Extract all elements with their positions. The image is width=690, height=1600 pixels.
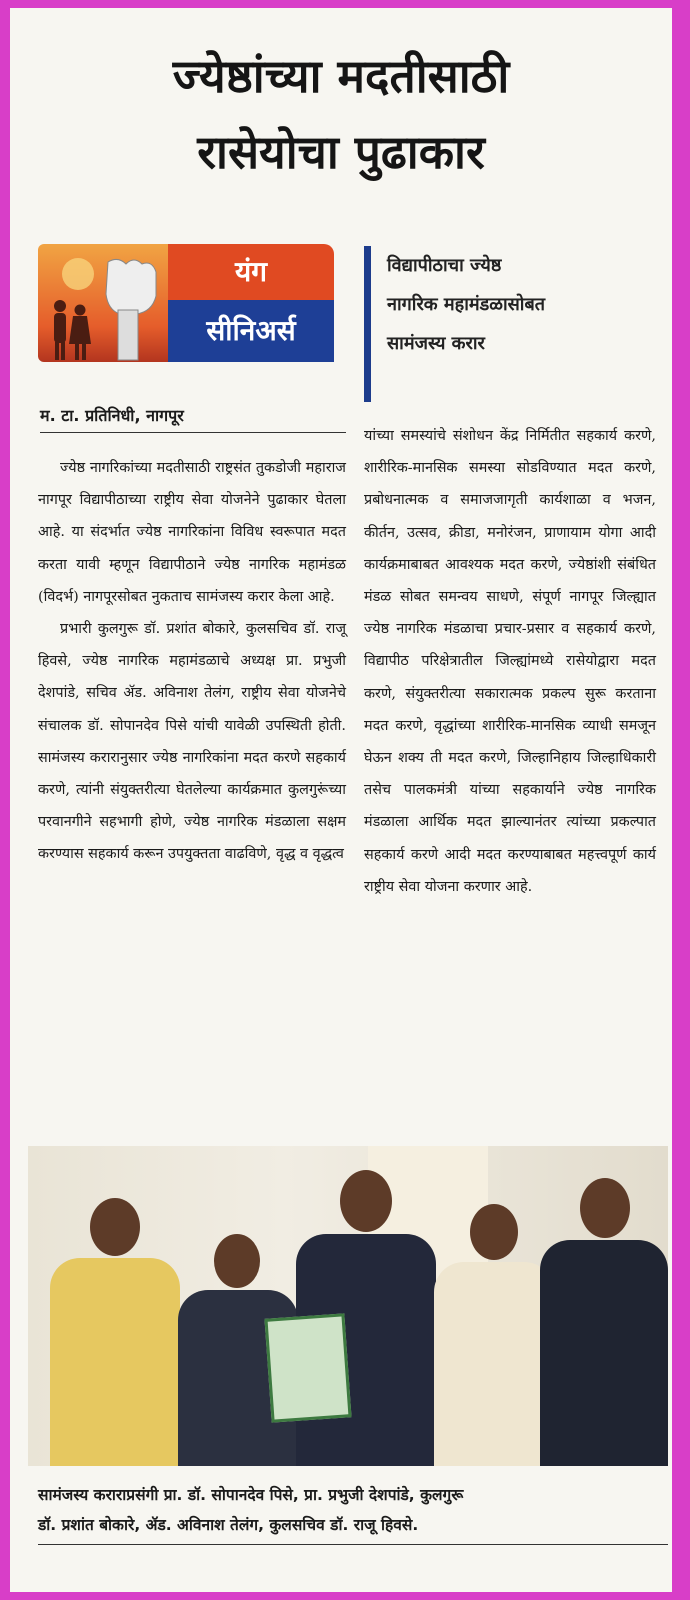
column-logo bbox=[38, 244, 328, 362]
event-photo bbox=[28, 1146, 668, 1466]
newspaper-clipping bbox=[10, 8, 672, 1592]
photo-caption bbox=[38, 1480, 668, 1545]
elderly-couple-icon bbox=[38, 244, 168, 362]
subhead-line-1: विद्यापीठाचा ज्येष्ठ bbox=[387, 255, 502, 276]
mou-certificate bbox=[264, 1313, 351, 1422]
person-figure bbox=[434, 1204, 554, 1466]
caption-line-1: सामंजस्य कराराप्रसंगी प्रा. डॉ. सोपानदेव पिसे, प्रा. प्रभुजी देशपांडे, कुलगुरू bbox=[38, 1486, 464, 1504]
person-figure bbox=[540, 1178, 668, 1466]
subhead-line-2: नागरिक महामंडळासोबत bbox=[387, 294, 545, 315]
logo-tag-young: यंग bbox=[168, 244, 334, 300]
caption-line-2: डॉ. प्रशांत बोकारे, ॲड. अविनाश तेलंग, कुलसचिव डॉ. राजू हिवसे. bbox=[38, 1516, 419, 1534]
logo-tag-seniors: सीनिअर्स bbox=[168, 300, 334, 362]
logo-illustration bbox=[38, 244, 168, 362]
headline-line-1: ज्येष्ठांच्या मदतीसाठी bbox=[172, 49, 510, 103]
article-paragraph: ज्येष्ठ नागरिकांच्या मदतीसाठी राष्ट्रसंत तुकडोजी महाराज नागपूर विद्यापीठाच्या राष्ट्रीय सेवा योजनेने पुढाकार घेतला आहे. या संदर्भात ज्येष्ठ नागरिकांना विविध स्वरूपात मदत करता यावी म्हणून विद्यापीठाने ज्येष्ठ नागरिक महामंडळ (विदर्भ) नागपूरसोबत नुकताच सामंजस्य करार केला आहे. bbox=[38, 460, 346, 605]
byline: म. टा. प्रतिनिधी, नागपूर bbox=[40, 404, 346, 433]
article-column-left bbox=[38, 452, 346, 871]
subhead-line-3: सामंजस्य करार bbox=[387, 333, 485, 354]
headline-line-2: रासेयोचा पुढाकार bbox=[197, 125, 485, 179]
person-figure bbox=[50, 1198, 180, 1466]
headline bbox=[10, 38, 672, 190]
article-paragraph: प्रभारी कुलगुरू डॉ. प्रशांत बोकारे, कुलसचिव डॉ. राजू हिवसे, ज्येष्ठ नागरिक महामंडळाचे अध्यक्ष प्रा. प्रभुजी देशपांडे, सचिव ॲड. अविनाश तेलंग, राष्ट्रीय सेवा योजनेचे संचालक डॉ. सोपानदेव पिसे यांची यावेळी उपस्थिती होती. सामंजस्य करारानुसार ज्येष्ठ नागरिकांना मदत करणे सहकार्य करणे, त्यांनी संयुक्तरीत्या घेतलेल्या कार्यक्रमात कुलगुरूंच्या परवानगीने सहभागी होणे, ज्येष्ठ नागरिक मंडळाला सक्षम करण्यास सहकार्य करून उपयुक्तता वाढविणे, वृद्ध व वृद्धत्व bbox=[38, 621, 346, 863]
article-column-right bbox=[364, 420, 656, 903]
subheadline bbox=[364, 246, 654, 402]
article-paragraph: यांच्या समस्यांचे संशोधन केंद्र निर्मितीत सहकार्य करणे, शारीरिक-मानसिक समस्या सोडविण्यात मदत करणे, प्रबोधनात्मक व समाजजागृती कार्यशाळा व भजन, कीर्तन, उत्सव, क्रीडा, मनोरंजन, प्राणायाम योगा आदी कार्यक्रमाबाबत आवश्यक मदत करणे, ज्येष्ठांशी संबंधित मंडळ सोबत समन्वय साधणे, संपूर्ण नागपूर जिल्ह्यात ज्येष्ठ नागरिक मंडळाचा प्रचार-प्रसार व सहकार्य करणे, विद्यापीठ परिक्षेत्रातील जिल्ह्यांमध्ये रासेयोद्वारा मदत करणे, संयुक्तरीत्या सकारात्मक प्रकल्प सुरू करताना मदत करणे, वृद्धांच्या शारीरिक-मानसिक व्याधी समजून घेऊन शक्य ती मदत करणे, जिल्हानिहाय जिल्हाधिकारी तसेच पालकमंत्री यांच्या सहकार्याने ज्येष्ठ नागरिक मंडळाला आर्थिक मदत झाल्यानंतर त्यांच्या प्रकल्पात सहकार्य करणे आदी मदत करण्याबाबत महत्त्वपूर्ण कार्य राष्ट्रीय सेवा योजना करणार आहे. bbox=[364, 428, 656, 895]
